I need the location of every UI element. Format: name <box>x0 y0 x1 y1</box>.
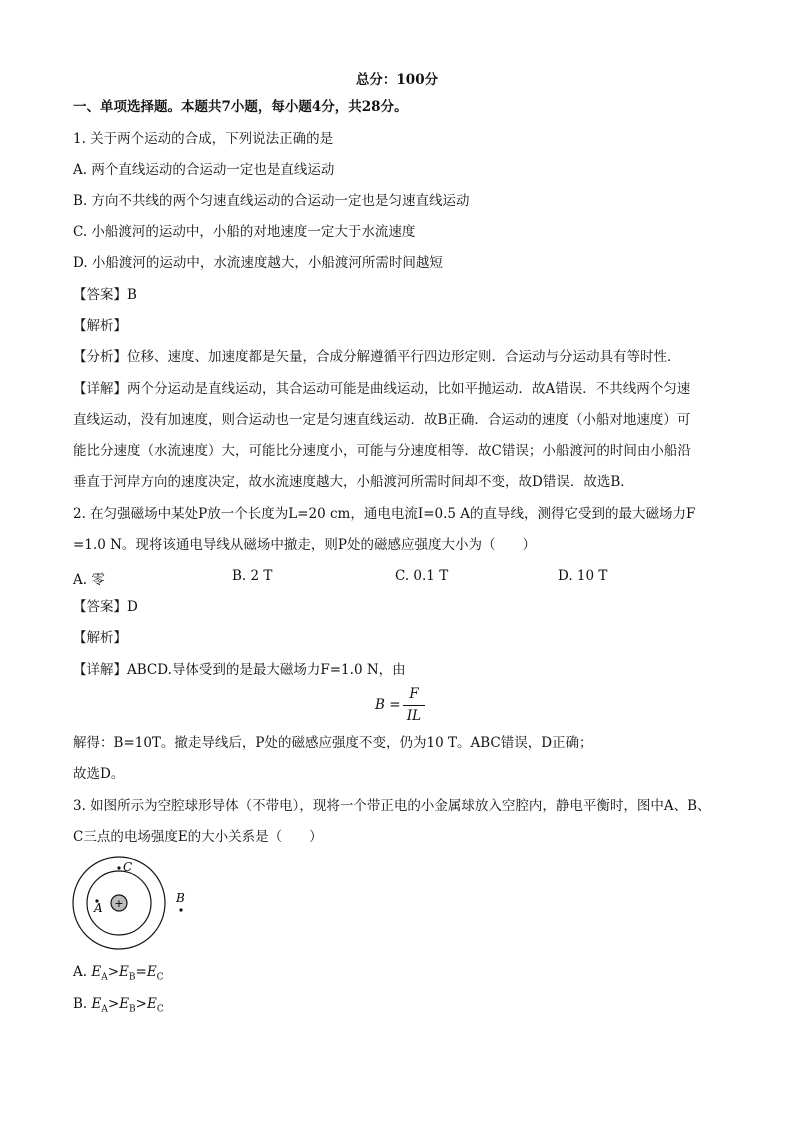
point-c-dot <box>117 866 120 869</box>
point-c-label: C <box>123 860 133 874</box>
fraction-bar <box>403 705 425 706</box>
q1-analysis-title: 【解析】 <box>73 318 127 334</box>
q1-stem: 1. 关于两个运动的合成，下列说法正确的是 <box>73 131 334 147</box>
q1-option-b: B. 方向不共线的两个匀速直线运动的合运动一定也是匀速直线运动 <box>73 193 470 209</box>
point-a-label: A <box>94 901 103 915</box>
q2-analysis-title: 【解析】 <box>73 630 127 646</box>
point-b-dot <box>179 908 182 911</box>
formula-lhs: B = <box>375 697 401 713</box>
q2-option-d: D. 10 T <box>558 568 608 584</box>
q1-option-c: C. 小船渡河的运动中，小船的对地速度一定大于水流速度 <box>73 224 416 240</box>
plus-sign: + <box>114 897 124 910</box>
q1-analysis: 【分析】位移、速度、加速度都是矢量，合成分解遵循平行四边形定则．合运动与分运动具有等时性． <box>73 349 681 365</box>
q1-option-d: D. 小船渡河的运动中，水流速度越大，小船渡河所需时间越短 <box>73 255 443 271</box>
q2-detail: 【详解】ABCD.导体受到的是最大磁场力F=1.0 N，由 <box>73 662 406 678</box>
q3-stem-line: 3. 如图所示为空腔球形导体（不带电），现将一个带正电的小金属球放入空腔内，静电平衡时，图中A、B、 <box>73 798 711 814</box>
q2-stem-line: =1.0 N。现将该通电导线从磁场中撤走，则P处的磁感应强度大小为（ ） <box>73 537 536 553</box>
total-score: 总分：100分 <box>355 72 439 88</box>
formula-denominator: IL <box>406 708 422 724</box>
q2-option-c: C. 0.1 T <box>395 568 449 584</box>
point-b-label: B <box>176 891 185 905</box>
hollow-sphere-diagram <box>70 855 200 955</box>
q1-option-a: A. 两个直线运动的合运动一定也是直线运动 <box>73 162 335 178</box>
q3-stem-line: C三点的电场强度E的大小关系是（ ） <box>73 829 323 845</box>
formula-numerator: F <box>409 686 419 702</box>
q1-detail-line: 直线运动，没有加速度，则合运动也一定是匀速直线运动．故B正确．合运动的速度（小船对地速度）可 <box>73 412 691 428</box>
q1-detail-line: 能比分速度（水流速度）大，可能比分速度小，可能与分速度相等．故C错误；小船渡河的时间由小船沿 <box>73 443 691 459</box>
q1-answer: 【答案】B <box>73 287 137 303</box>
section-heading: 一、单项选择题。本题共7小题，每小题4分，共28分。 <box>73 99 408 115</box>
q2-conclusion: 故选D。 <box>73 766 125 782</box>
q2-answer: 【答案】D <box>73 599 138 615</box>
q1-detail-line: 【详解】两个分运动是直线运动，其合运动可能是曲线运动，比如平抛运动．故A错误．不共线两个匀速 <box>73 381 691 397</box>
q2-option-a: A. 零 <box>73 572 105 588</box>
q3-option-b: B. $E_A>E_B>E_C$ <box>73 996 164 1015</box>
q2-solution: 解得：B=10T。撤走导线后，P处的磁感应强度不变，仍为10 T。ABC错误，D正确； <box>73 735 593 751</box>
q3-option-a: A. $E_A>E_B=E_C$ <box>73 964 164 983</box>
q2-option-b: B. 2 T <box>232 568 273 584</box>
q2-stem-line: 2. 在匀强磁场中某处P放一个长度为L=20 cm，通电电流I=0.5 A的直导线，测得它受到的最大磁场力F <box>73 506 696 522</box>
q1-detail-line: 垂直于河岸方向的速度决定，故水流速度越大，小船渡河所需时间却不变，故D错误．故选B． <box>73 474 634 490</box>
